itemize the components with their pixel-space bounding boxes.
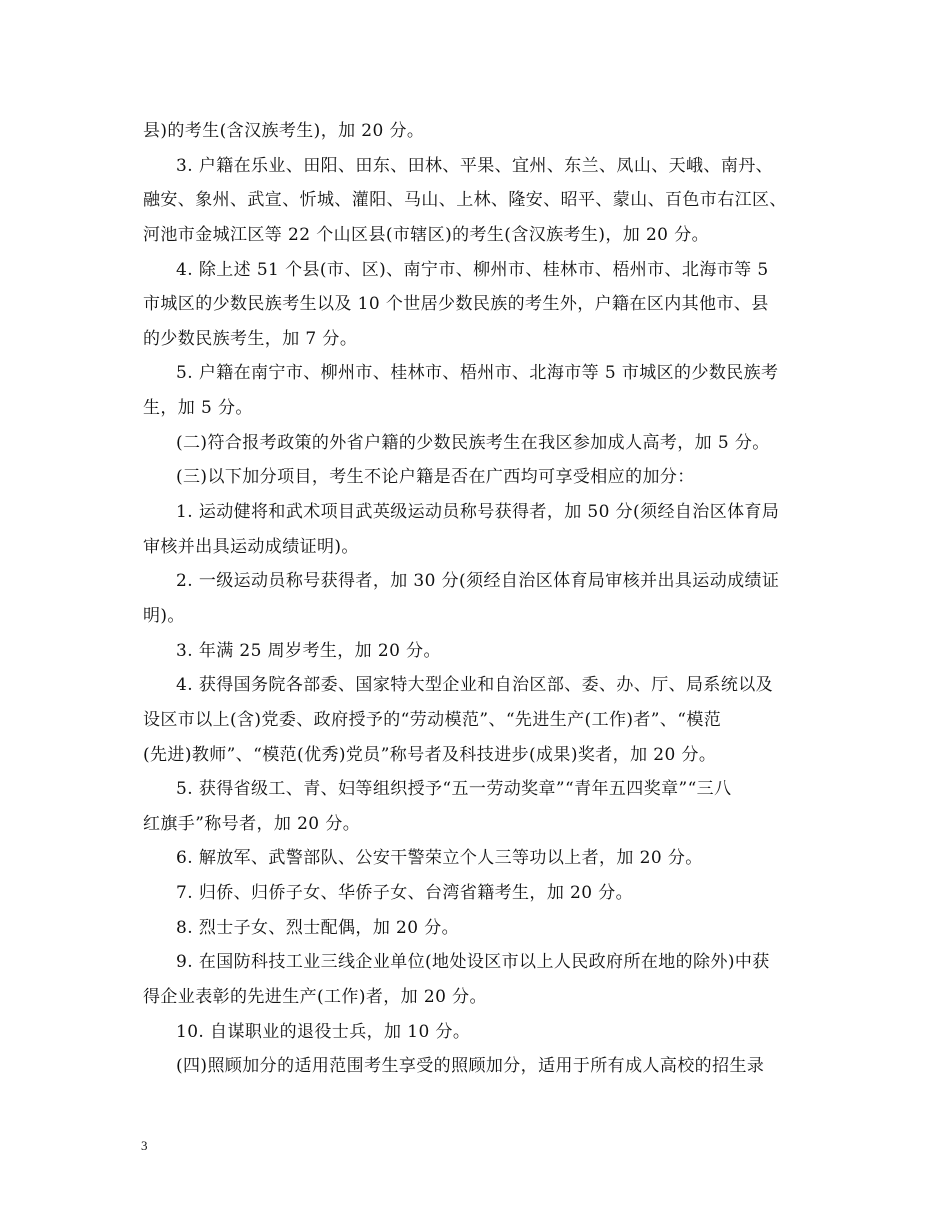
text-line: 1. 运动健将和武术项目武英级运动员称号获得者，加 50 分(须经自治区体育局	[176, 502, 780, 523]
text-line: 8. 烈士子女、烈士配偶，加 20 分。	[176, 917, 460, 938]
text-line: 7. 归侨、归侨子女、华侨子女、台湾省籍考生，加 20 分。	[176, 883, 634, 904]
text-line: (四)照顾加分的适用范围考生享受的照顾加分，适用于所有成人高校的招生录	[176, 1056, 765, 1077]
text-line: 4. 除上述 51 个县(市、区)、南宁市、柳州市、桂林市、梧州市、北海市等 5	[176, 259, 769, 280]
text-line: 9. 在国防科技工业三线企业单位(地处设区市以上人民政府所在地的除外)中获	[176, 952, 770, 973]
text-line: 3. 户籍在乐业、田阳、田东、田林、平果、宜州、东兰、凤山、天峨、南丹、	[176, 155, 774, 176]
text-line: 6. 解放军、武警部队、公安干警荣立个人三等功以上者，加 20 分。	[176, 848, 703, 869]
text-line: 2. 一级运动员称号获得者，加 30 分(须经自治区体育局审核并出具运动成绩证	[176, 571, 780, 592]
text-line: (三)以下加分项目，考生不论户籍是否在广西均可享受相应的加分：	[176, 467, 695, 488]
text-line: 10. 自谋职业的退役士兵，加 10 分。	[176, 1021, 471, 1042]
text-line: 得企业表彰的先进生产(工作)者，加 20 分。	[143, 987, 487, 1008]
text-line: 3. 年满 25 周岁考生，加 20 分。	[176, 640, 441, 661]
text-line: 明)。	[143, 605, 185, 626]
text-line: 审核并出具运动成绩证明)。	[143, 536, 359, 557]
text-line: 的少数民族考生，加 7 分。	[143, 328, 358, 349]
text-line: (二)符合报考政策的外省户籍的少数民族考生在我区参加成人高考，加 5 分。	[176, 432, 770, 453]
text-line: (先进)教师”、“模范(优秀)党员”称号者及科技进步(成果)奖者，加 20 分。	[143, 744, 717, 765]
text-line: 融安、象州、武宣、忻城、灌阳、马山、上林、隆安、昭平、蒙山、百色市右江区、	[143, 190, 787, 211]
text-line: 市城区的少数民族考生以及 10 个世居少数民族的考生外，户籍在区内其他市、县	[143, 294, 769, 315]
document-body	[143, 114, 825, 1084]
text-line: 县)的考生(含汉族考生)，加 20 分。	[143, 121, 425, 141]
text-line: 河池市金城江区等 22 个山区县(市辖区)的考生(含汉族考生)，加 20 分。	[143, 224, 710, 245]
text-line: 设区市以上(含)党委、政府授予的“劳动模范”、“先进生产(工作)者”、“模范	[143, 709, 722, 730]
text-line: 红旗手”称号者，加 20 分。	[143, 813, 361, 834]
page-number: 3	[141, 1138, 148, 1153]
text-line: 4. 获得国务院各部委、国家特大型企业和自治区部、委、办、厅、局系统以及	[176, 675, 774, 696]
text-line: 5. 获得省级工、青、妇等组织授予“五一劳动奖章”“青年五四奖章”“三八	[176, 779, 732, 800]
text-line: 生，加 5 分。	[143, 398, 253, 419]
text-line: 5. 户籍在南宁市、柳州市、桂林市、梧州市、北海市等 5 市城区的少数民族考	[176, 363, 779, 384]
